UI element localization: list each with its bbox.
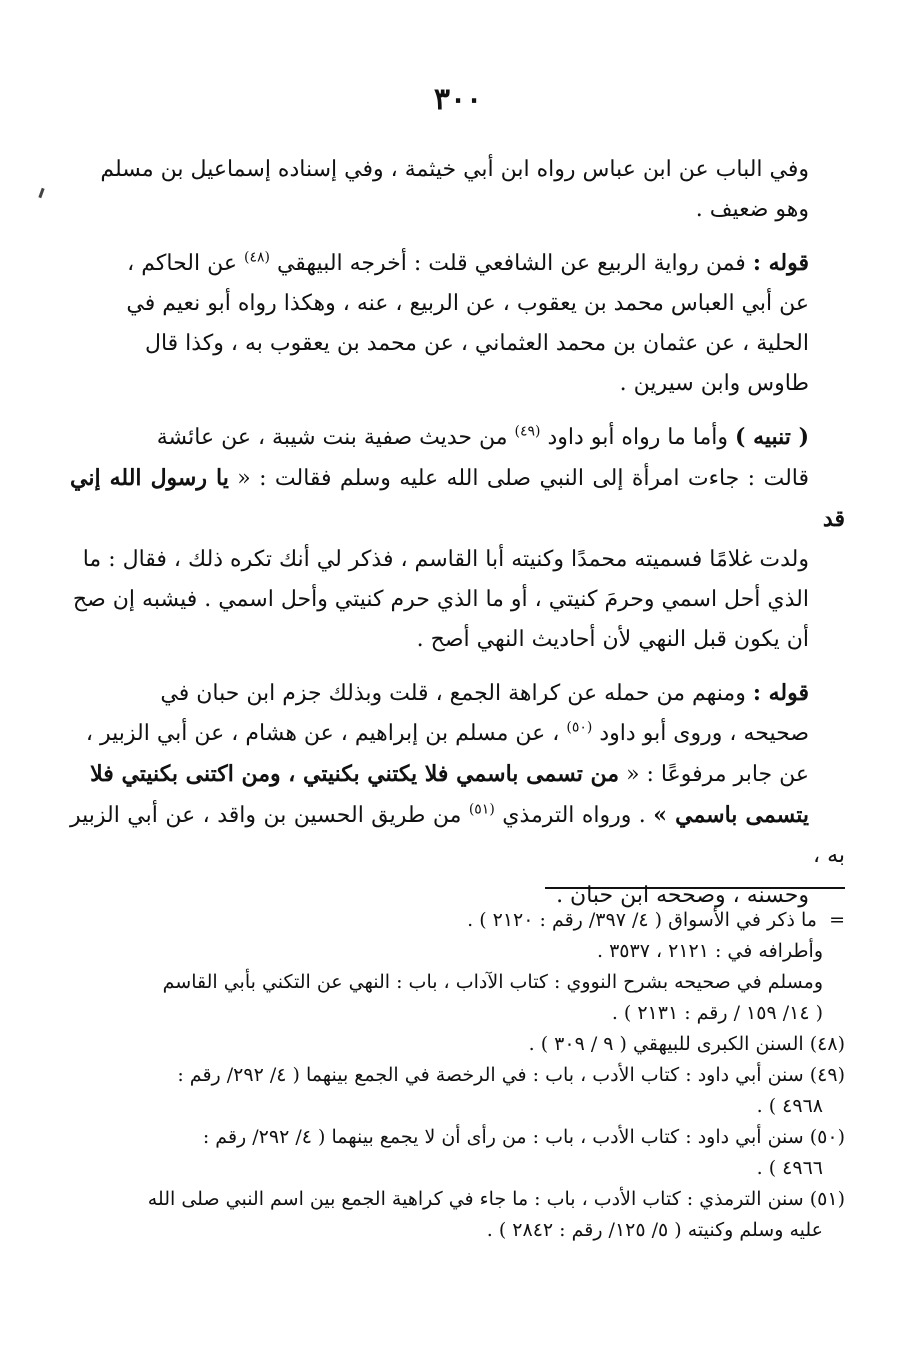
footnote-line <box>70 998 845 1029</box>
footnote-text: ٤٩٦٨ ) . <box>756 1095 823 1117</box>
footnote-ref: (٥٠) <box>566 719 593 736</box>
text-segment: فمن رواية الربيع عن الشافعي قلت : أخرجه البيهقي <box>269 251 753 276</box>
text-line: وفي الباب عن ابن عباس رواه ابن أبي خيثمة ، وفي إسناده إسماعيل بن مسلم <box>100 157 809 182</box>
text-line <box>70 417 845 458</box>
text-segment: وأما ما رواه أبو داود <box>540 425 736 450</box>
paragraph-4 <box>70 673 845 916</box>
text-segment: ومنهم من حمله عن كراهة الجمع ، قلت وبذلك جزم ابن حبان في <box>160 681 753 706</box>
text-line <box>70 458 845 540</box>
footnote-text: سنن أبي داود : كتاب الأدب ، باب : من رأى أن لا يجمع بينهما ( ٤/ ٢٩٢/ رقم : <box>202 1126 804 1148</box>
footnote-line <box>70 905 845 936</box>
footnote-number: (٤٩) <box>809 1064 845 1086</box>
footnotes <box>70 905 845 1246</box>
text-line: أن يكون قبل النهي لأن أحاديث النهي أصح . <box>416 627 809 652</box>
text-line: وهو ضعيف . <box>695 197 809 222</box>
footnote-text: وأطرافه في : ٢١٢١ ، ٣٥٣٧ . <box>596 940 823 962</box>
footnote-line <box>70 1184 845 1215</box>
text-line <box>70 754 845 795</box>
footnote-line <box>70 936 845 967</box>
footnote-line <box>70 1215 845 1246</box>
footnote-text: سنن أبي داود : كتاب الأدب ، باب : في الرخصة في الجمع بينهما ( ٤/ ٢٩٢/ رقم : <box>177 1064 804 1086</box>
text-segment: عن الحاكم ، <box>127 251 244 276</box>
text-line <box>70 795 845 876</box>
text-segment: من حديث صفية بنت شيبة ، عن عائشة <box>156 425 515 450</box>
text-line: وحسنه ، وصححه ابن حبان . <box>556 883 809 908</box>
text-segment: . ورواه الترمذي <box>494 803 654 828</box>
quoted-hadith: يا رسول الله إني قد <box>70 465 845 532</box>
main-text <box>70 150 845 929</box>
footnote-line <box>70 1029 845 1060</box>
text-segment: ، عن مسلم بن إبراهيم ، عن هشام ، عن أبي الزبير ، <box>85 721 567 746</box>
text-line: طاوس وابن سيرين . <box>619 371 809 396</box>
footnote-divider <box>545 887 845 889</box>
footnote-text: ( ١٤/ ١٥٩ / رقم : ٢١٣١ ) . <box>611 1002 823 1024</box>
text-line: الذي أحل اسمي وحرمَ كنيتي ، أو ما الذي حرم كنيتي وأحل اسمي . فيشبه إن صح <box>72 587 809 612</box>
paragraph-1 <box>70 150 845 230</box>
footnote-line <box>70 1153 845 1184</box>
footnote-line <box>70 967 845 998</box>
footnote-number: (٤٨) <box>809 1033 845 1055</box>
paragraph-3 <box>70 417 845 660</box>
text-segment: قالت : جاءت امرأة إلى النبي صلى الله عليه وسلم فقالت : « <box>228 466 809 491</box>
footnote-line <box>70 1122 845 1153</box>
quoted-hadith: من تسمى باسمي فلا يكتني بكنيتي ، ومن اكتنى بكنيتي فلا <box>90 761 620 787</box>
footnote-ref: (٤٩) <box>514 423 541 440</box>
text-line: عن أبي العباس محمد بن يعقوب ، عن الربيع ، عنه ، وهكذا رواه أبو نعيم في <box>126 291 809 316</box>
text-segment: عن جابر مرفوعًا : « <box>619 762 809 787</box>
footnote-ref: (٥١) <box>468 801 495 818</box>
footnote-text: ٤٩٦٦ ) . <box>756 1157 823 1179</box>
footnote-text: عليه وسلم وكنيته ( ٥/ ١٢٥/ رقم : ٢٨٤٢ ) . <box>486 1219 823 1241</box>
text-line: الحلية ، عن عثمان بن محمد العثماني ، عن محمد بن يعقوب به ، وكذا قال <box>144 331 809 356</box>
footnote-number: (٥١) <box>809 1188 845 1210</box>
footnote-text: سنن الترمذي : كتاب الأدب ، باب : ما جاء في كراهية الجمع بين اسم النبي صلى الله <box>147 1188 804 1210</box>
text-line <box>70 673 845 714</box>
footnote-number: (٥٠) <box>809 1126 845 1148</box>
footnote-text: ما ذكر في الأسواق ( ٤/ ٣٩٧/ رقم : ٢١٢٠ ) . <box>467 909 817 931</box>
text-line <box>70 243 845 284</box>
keyword: قوله : <box>752 680 809 706</box>
page-number: ٣٠٠ <box>433 82 483 117</box>
keyword: ( تنبيه ) <box>735 424 809 450</box>
footnote-ref: (٤٨) <box>243 249 270 266</box>
keyword: يتسمى باسمي » <box>653 802 809 828</box>
stray-ink-mark <box>38 188 44 198</box>
footnote-text: ومسلم في صحيحه بشرح النووي : كتاب الآداب ، باب : النهي عن التكني بأبي القاسم <box>162 971 823 993</box>
footnote-number: = <box>829 909 845 931</box>
text-line: ولدت غلامًا فسميته محمدًا وكنيته أبا القاسم ، فذكر لي أنك تكره ذلك ، فقال : ما <box>82 547 809 572</box>
footnote-line <box>70 1091 845 1122</box>
paragraph-2 <box>70 243 845 404</box>
text-segment: من طريق الحسين بن واقد ، عن أبي الزبير به ، <box>70 803 845 868</box>
text-line <box>70 714 845 754</box>
text-segment: صحيحه ، وروى أبو داود <box>592 721 809 746</box>
footnote-line <box>70 1060 845 1091</box>
footnote-text: السنن الكبرى للبيهقي ( ٩ / ٣٠٩ ) . <box>528 1033 804 1055</box>
keyword: قوله : <box>752 250 809 276</box>
